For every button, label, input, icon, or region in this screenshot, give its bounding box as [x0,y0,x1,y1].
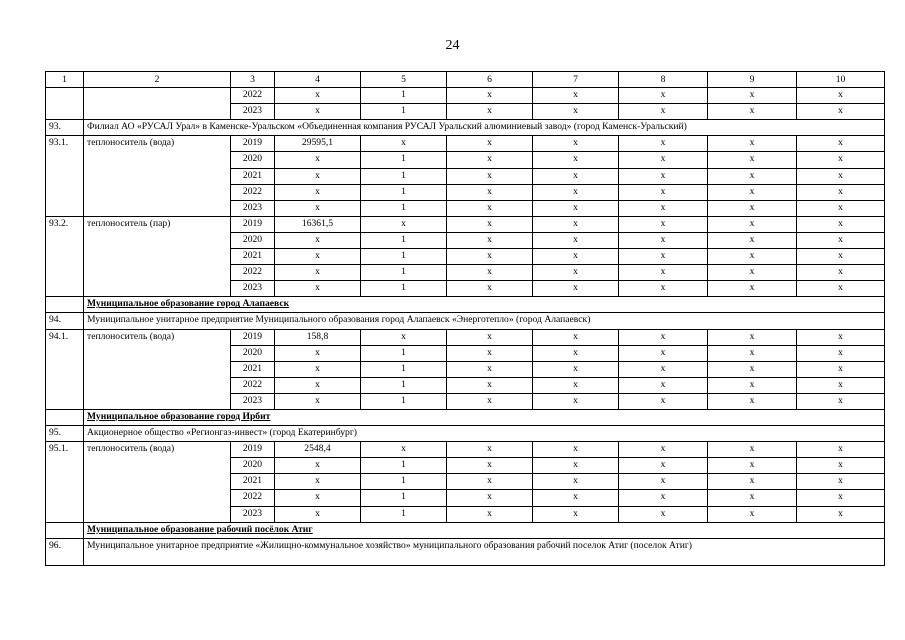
value-cell: 1 [361,490,447,506]
value-cell: x [619,490,708,506]
value-cell: x [447,152,533,168]
value-cell: x [533,281,619,297]
value-cell: x [619,168,708,184]
value-cell: x [797,442,885,458]
value-cell: x [708,200,797,216]
table-row [46,136,885,152]
value-cell: x [708,442,797,458]
table-row [46,329,885,345]
value-cell: x [533,506,619,522]
value-cell: x [533,377,619,393]
year-cell: 2023 [231,506,275,522]
value-cell: x [797,265,885,281]
value-cell: 1 [361,249,447,265]
row-number: 93.1. [46,136,84,216]
value-cell: x [447,168,533,184]
value-cell: x [533,393,619,409]
org-title: Акционерное общество «Регионгаз-инвест» (город Екатеринбург) [84,426,885,442]
value-cell: x [447,490,533,506]
header-cell: 4 [275,72,361,88]
section-row [46,409,885,425]
year-cell: 2020 [231,152,275,168]
row-number: 94.1. [46,329,84,409]
value-cell: x [447,184,533,200]
value-cell: x [708,216,797,232]
header-cell: 5 [361,72,447,88]
value-cell: x [533,249,619,265]
year-cell: 2019 [231,136,275,152]
value-cell: x [797,216,885,232]
value-cell: x [275,281,361,297]
value-cell: x [447,474,533,490]
value-cell: x [708,458,797,474]
value-cell: x [447,200,533,216]
value-cell: 29595,1 [275,136,361,152]
value-cell: x [275,506,361,522]
year-cell: 2020 [231,345,275,361]
value-cell: x [361,136,447,152]
header-cell: 10 [797,72,885,88]
value-cell: 1 [361,458,447,474]
year-cell: 2022 [231,490,275,506]
value-cell: x [619,200,708,216]
value-cell: 158,8 [275,329,361,345]
value-cell: x [619,377,708,393]
value-cell: x [619,474,708,490]
org-title: Муниципальное унитарное предприятие Муниципального образования город Алапаевск «Энерготепло» (город Алапаевск) [84,313,885,329]
value-cell: x [533,329,619,345]
value-cell: x [275,265,361,281]
value-cell: x [797,88,885,104]
value-cell: x [619,361,708,377]
section-title: Муниципальное образование город Ирбит [84,409,885,425]
value-cell: x [447,265,533,281]
value-cell: x [708,474,797,490]
value-cell: x [533,232,619,248]
year-cell: 2022 [231,377,275,393]
value-cell: x [361,329,447,345]
value-cell: x [619,345,708,361]
row-number [46,88,84,120]
value-cell: x [708,232,797,248]
data-table [45,71,885,566]
value-cell: 1 [361,104,447,120]
value-cell: x [447,458,533,474]
value-cell: x [619,442,708,458]
value-cell: x [533,490,619,506]
section-row [46,522,885,538]
value-cell: x [797,393,885,409]
value-cell: x [275,377,361,393]
value-cell: x [275,458,361,474]
value-cell: x [797,506,885,522]
value-cell: x [275,490,361,506]
value-cell: 1 [361,88,447,104]
value-cell: x [619,393,708,409]
page-number: 24 [445,38,460,53]
value-cell: x [619,152,708,168]
org-row [46,426,885,442]
value-cell: x [447,442,533,458]
value-cell: x [619,104,708,120]
value-cell: x [797,377,885,393]
year-cell: 2021 [231,249,275,265]
value-cell: x [797,361,885,377]
value-cell: x [447,88,533,104]
row-number: 93. [46,120,84,136]
value-cell: 1 [361,281,447,297]
value-cell: 1 [361,377,447,393]
year-cell: 2020 [231,458,275,474]
value-cell: x [447,232,533,248]
value-cell: x [708,281,797,297]
table-row [46,442,885,458]
value-cell: 1 [361,393,447,409]
value-cell: x [797,136,885,152]
value-cell: 1 [361,265,447,281]
value-cell: x [708,152,797,168]
value-cell: x [275,168,361,184]
value-cell: 1 [361,506,447,522]
value-cell: x [797,345,885,361]
value-cell: x [619,249,708,265]
value-cell: x [275,184,361,200]
value-cell: x [275,474,361,490]
header-cell: 8 [619,72,708,88]
value-cell: x [533,458,619,474]
value-cell: x [619,136,708,152]
header-cell: 7 [533,72,619,88]
org-row [46,538,885,565]
row-name: теплоноситель (вода) [84,136,231,216]
row-number [46,409,84,425]
header-cell: 3 [231,72,275,88]
year-cell: 2019 [231,442,275,458]
value-cell: x [533,216,619,232]
year-cell: 2022 [231,184,275,200]
value-cell: x [447,393,533,409]
value-cell: x [447,329,533,345]
value-cell: x [708,265,797,281]
value-cell: x [797,104,885,120]
year-cell: 2021 [231,168,275,184]
value-cell: x [447,104,533,120]
value-cell: x [361,442,447,458]
value-cell: x [619,265,708,281]
value-cell: x [619,232,708,248]
year-cell: 2021 [231,474,275,490]
row-number [46,522,84,538]
row-name [84,88,231,120]
value-cell: x [797,474,885,490]
value-cell: x [533,184,619,200]
header-cell: 6 [447,72,533,88]
value-cell: x [708,249,797,265]
year-cell: 2022 [231,265,275,281]
year-cell: 2023 [231,104,275,120]
value-cell: x [275,104,361,120]
row-number [46,297,84,313]
value-cell: x [533,442,619,458]
value-cell: x [533,104,619,120]
value-cell: x [619,216,708,232]
value-cell: 1 [361,152,447,168]
value-cell: x [797,249,885,265]
value-cell: x [708,393,797,409]
row-number: 96. [46,538,84,565]
value-cell: x [797,232,885,248]
row-number: 95.1. [46,442,84,522]
value-cell: x [275,200,361,216]
year-cell: 2019 [231,329,275,345]
value-cell: x [619,184,708,200]
org-title: Филиал АО «РУСАЛ Урал» в Каменске-Уральском «Объединенная компания РУСАЛ Уральский алюминиевый завод» (город Каменск-Уральский) [84,120,885,136]
row-name: теплоноситель (вода) [84,329,231,409]
org-row [46,120,885,136]
value-cell: x [797,184,885,200]
value-cell: x [275,88,361,104]
value-cell: x [447,216,533,232]
value-cell: x [275,345,361,361]
table-row [46,216,885,232]
value-cell: x [797,329,885,345]
value-cell: x [708,184,797,200]
value-cell: 1 [361,361,447,377]
value-cell: x [361,216,447,232]
value-cell: x [708,490,797,506]
value-cell: 16361,5 [275,216,361,232]
value-cell: 1 [361,184,447,200]
header-cell: 2 [84,72,231,88]
year-cell: 2023 [231,393,275,409]
year-cell: 2023 [231,200,275,216]
value-cell: x [447,281,533,297]
value-cell: x [708,345,797,361]
value-cell: x [619,329,708,345]
row-name: теплоноситель (пар) [84,216,231,296]
value-cell: x [533,345,619,361]
value-cell: x [275,393,361,409]
value-cell: x [708,377,797,393]
value-cell: x [447,377,533,393]
value-cell: x [708,88,797,104]
value-cell: 1 [361,232,447,248]
row-number: 95. [46,426,84,442]
value-cell: x [533,474,619,490]
value-cell: x [708,329,797,345]
value-cell: x [708,168,797,184]
value-cell: x [797,458,885,474]
value-cell: x [533,88,619,104]
value-cell: x [797,281,885,297]
value-cell: 1 [361,474,447,490]
value-cell: x [533,168,619,184]
value-cell: x [619,506,708,522]
section-row [46,297,885,313]
value-cell: x [447,345,533,361]
header-row [46,72,885,88]
row-name: теплоноситель (вода) [84,442,231,522]
value-cell: x [533,265,619,281]
value-cell: x [275,152,361,168]
value-cell: x [619,458,708,474]
year-cell: 2021 [231,361,275,377]
value-cell: 2548,4 [275,442,361,458]
value-cell: x [533,136,619,152]
value-cell: x [708,361,797,377]
section-title: Муниципальное образование рабочий посёлок Атиг [84,522,885,538]
value-cell: x [797,200,885,216]
value-cell: x [708,506,797,522]
value-cell: x [533,361,619,377]
value-cell: x [533,200,619,216]
year-cell: 2019 [231,216,275,232]
value-cell: 1 [361,168,447,184]
header-cell: 1 [46,72,84,88]
value-cell: x [619,88,708,104]
row-number: 94. [46,313,84,329]
year-cell: 2020 [231,232,275,248]
value-cell: x [275,249,361,265]
value-cell: x [533,152,619,168]
value-cell: x [447,506,533,522]
value-cell: x [619,281,708,297]
year-cell: 2023 [231,281,275,297]
org-row [46,313,885,329]
value-cell: x [797,152,885,168]
year-cell: 2022 [231,88,275,104]
value-cell: x [447,249,533,265]
value-cell: x [797,490,885,506]
value-cell: x [275,232,361,248]
value-cell: x [708,136,797,152]
org-title: Муниципальное унитарное предприятие «Жилищно-коммунальное хозяйство» муниципального образования рабочий поселок Атиг (поселок Атиг) [84,538,885,565]
section-title: Муниципальное образование город Алапаевск [84,297,885,313]
value-cell: x [447,361,533,377]
table-row [46,88,885,104]
value-cell: x [797,168,885,184]
value-cell: 1 [361,200,447,216]
row-number: 93.2. [46,216,84,296]
value-cell: x [275,361,361,377]
value-cell: x [447,136,533,152]
value-cell: 1 [361,345,447,361]
header-cell: 9 [708,72,797,88]
value-cell: x [708,104,797,120]
